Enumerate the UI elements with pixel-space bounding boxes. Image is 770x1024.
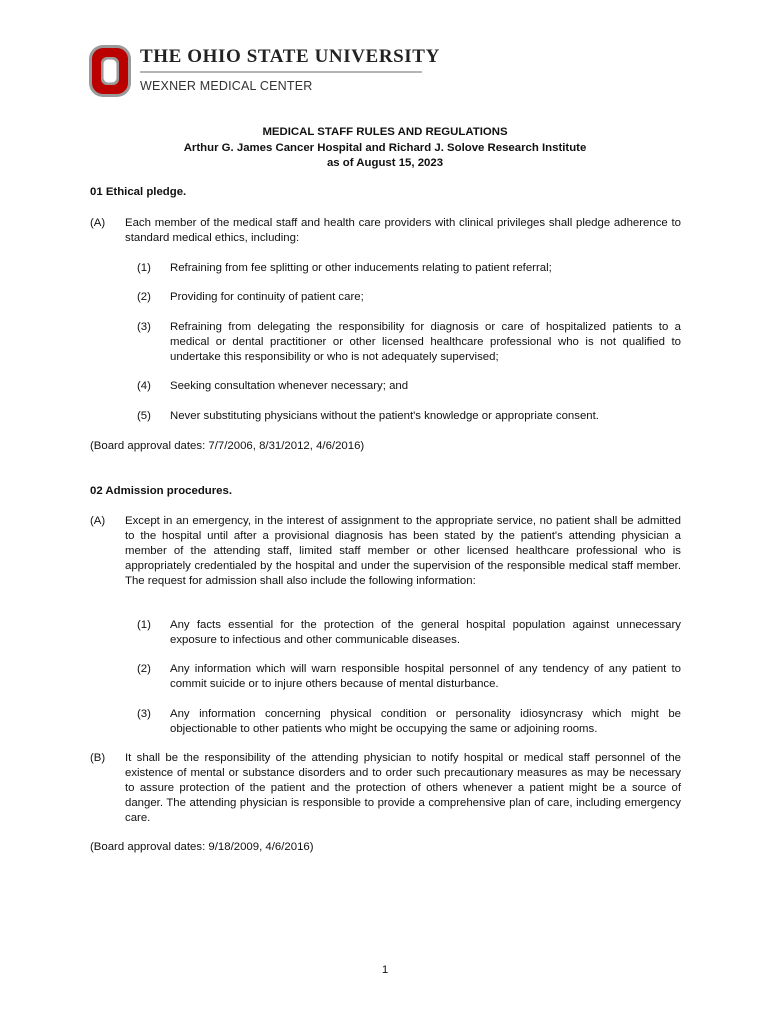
section-heading-ethical-pledge: 01 Ethical pledge. — [90, 186, 187, 198]
list-item-text: Providing for continuity of patient care; — [170, 291, 364, 303]
list-item-number: (3) — [137, 321, 151, 333]
document-title-block — [0, 125, 770, 172]
document-subtitle: Arthur G. James Cancer Hospital and Richard J. Solove Research Institute — [183, 141, 587, 154]
paragraph-label: (A) — [90, 217, 106, 229]
paragraph-label: (A) — [90, 515, 106, 527]
list-item-number: (4) — [137, 380, 151, 392]
page-number: 1 — [381, 964, 389, 976]
section-heading-admission-procedures: 02 Admission procedures. — [90, 485, 233, 497]
paragraph-text: Except in an emergency, in the interest of assignment to the appropriate service, no patient shall be admitted to the hospital until after a provisional diagnosis has been stated by the patient's attending physician a member of the attending staff, limited staff member or other licensed healthcare professional who is appropriately credentialed by the hospital and under the supervision of the responsible medical staff member. The request for admission shall also include the following information: — [125, 515, 681, 587]
paragraph-text: Each member of the medical staff and health care providers with clinical privileges shall pledge adherence to standard medical ethics, including: — [125, 217, 681, 244]
document-title: MEDICAL STAFF RULES AND REGULATIONS — [262, 126, 508, 138]
list-item-text: Any information concerning physical condition or personality idiosyncrasy which might be objectionable to other patients who might be occupying the same or adjoining rooms. — [170, 708, 681, 735]
paragraph-text: It shall be the responsibility of the attending physician to notify hospital or medical staff personnel of the existence of mental or substance disorders and to order such precautionary measures as may be necessary to assure protection of the patient and the protection of others whenever a patient might be a source of danger. The attending physician is responsible to provide a comprehensive plan of care, including emergency care. — [125, 752, 681, 824]
block-o-logo-icon — [88, 44, 132, 98]
board-approval-dates: (Board approval dates: 7/7/2006, 8/31/2012, 4/6/2016) — [90, 440, 365, 452]
list-item-text: Never substituting physicians without the patient's knowledge or appropriate consent. — [170, 410, 599, 422]
list-item-text: Refraining from fee splitting or other inducements relating to patient referral; — [170, 262, 552, 274]
list-item-number: (5) — [137, 410, 151, 422]
paragraph-label: (B) — [90, 752, 106, 764]
list-item-number: (3) — [137, 708, 151, 720]
board-approval-dates: (Board approval dates: 9/18/2009, 4/6/2016) — [90, 841, 314, 853]
university-name: THE OHIO STATE UNIVERSITY — [140, 46, 440, 67]
document-date: as of August 15, 2023 — [326, 157, 444, 169]
list-item-text: Refraining from delegating the responsibility for diagnosis or care of hospitalized patients to a medical or dental practitioner or other licensed healthcare professional who is not qualified to undertake this responsibility or who is not adequately supervised; — [170, 321, 681, 363]
list-item-number: (2) — [137, 663, 151, 675]
osu-logo-block — [88, 44, 440, 100]
list-item-text: Any information which will warn responsible hospital personnel of any tendency of any patient to commit suicide or to injure others because of mental disturbance. — [170, 663, 681, 690]
list-item-number: (1) — [137, 262, 151, 274]
list-item-text: Any facts essential for the protection of the general hospital population against unnecessary exposure to infectious and other communicable diseases. — [170, 619, 681, 646]
list-item-number: (2) — [137, 291, 151, 303]
list-item-number: (1) — [137, 619, 151, 631]
header-divider — [140, 71, 422, 73]
list-item-text: Seeking consultation whenever necessary; and — [170, 380, 409, 392]
medical-center-name: WEXNER MEDICAL CENTER — [140, 79, 313, 93]
